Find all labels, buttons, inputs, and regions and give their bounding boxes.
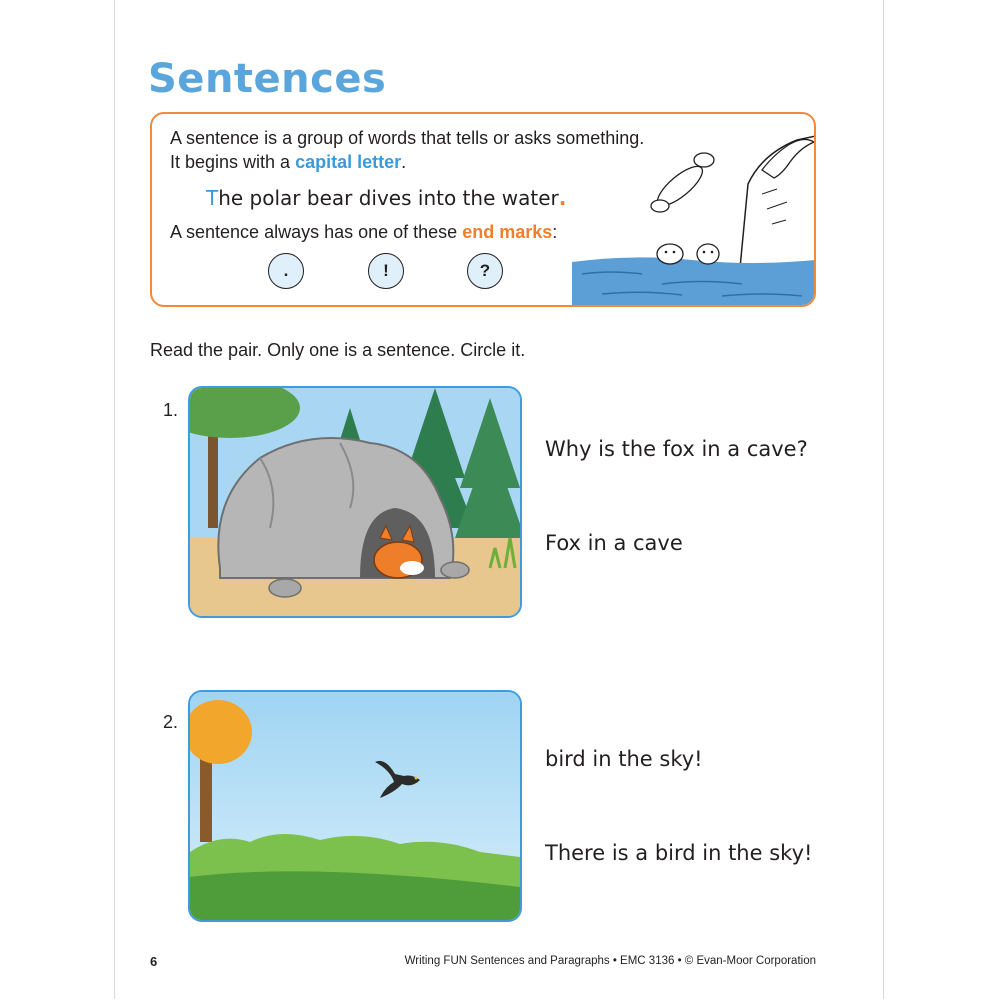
end-marks-line	[170, 222, 557, 243]
capital-letter-term: capital letter	[295, 152, 402, 172]
capital-letter-suffix: .	[401, 152, 407, 172]
polar-bear-illustration	[572, 114, 816, 307]
bird-sky-picture	[188, 690, 522, 922]
exclamation-mark-circle: !	[368, 253, 404, 289]
sentence-choice[interactable]: bird in the sky!	[545, 747, 703, 771]
example-period: .	[558, 186, 567, 210]
item-number: 1.	[163, 400, 179, 420]
page-number: 6	[150, 954, 158, 969]
capital-letter-prefix: It begins with a	[170, 152, 296, 172]
sentence-choice[interactable]: Why is the fox in a cave?	[545, 437, 808, 461]
fox-cave-picture	[188, 386, 522, 618]
question-mark-circle: ?	[467, 253, 503, 289]
example-capital: T	[206, 186, 219, 210]
definition-line: A sentence is a group of words that tells or asks something.	[170, 128, 645, 148]
end-marks-prefix: A sentence always has one of these	[170, 222, 463, 242]
sentence-choice[interactable]: There is a bird in the sky!	[545, 841, 813, 865]
end-marks-term: end marks	[462, 222, 553, 242]
capital-letter-line	[170, 152, 406, 173]
footer-credit: Writing FUN Sentences and Paragraphs • EMC 3136 • © Evan-Moor Corporation	[404, 955, 816, 967]
example-body: he polar bear dives into the water	[218, 186, 559, 210]
end-marks-suffix: :	[552, 222, 558, 242]
definition-box	[150, 112, 816, 307]
instructions: Read the pair. Only one is a sentence. Circle it.	[150, 340, 526, 360]
period-mark-circle: .	[268, 253, 304, 289]
item-number: 2.	[163, 712, 179, 732]
page-title: Sentences	[148, 56, 387, 102]
sentence-choice[interactable]: Fox in a cave	[545, 531, 683, 555]
example-sentence	[206, 186, 566, 210]
